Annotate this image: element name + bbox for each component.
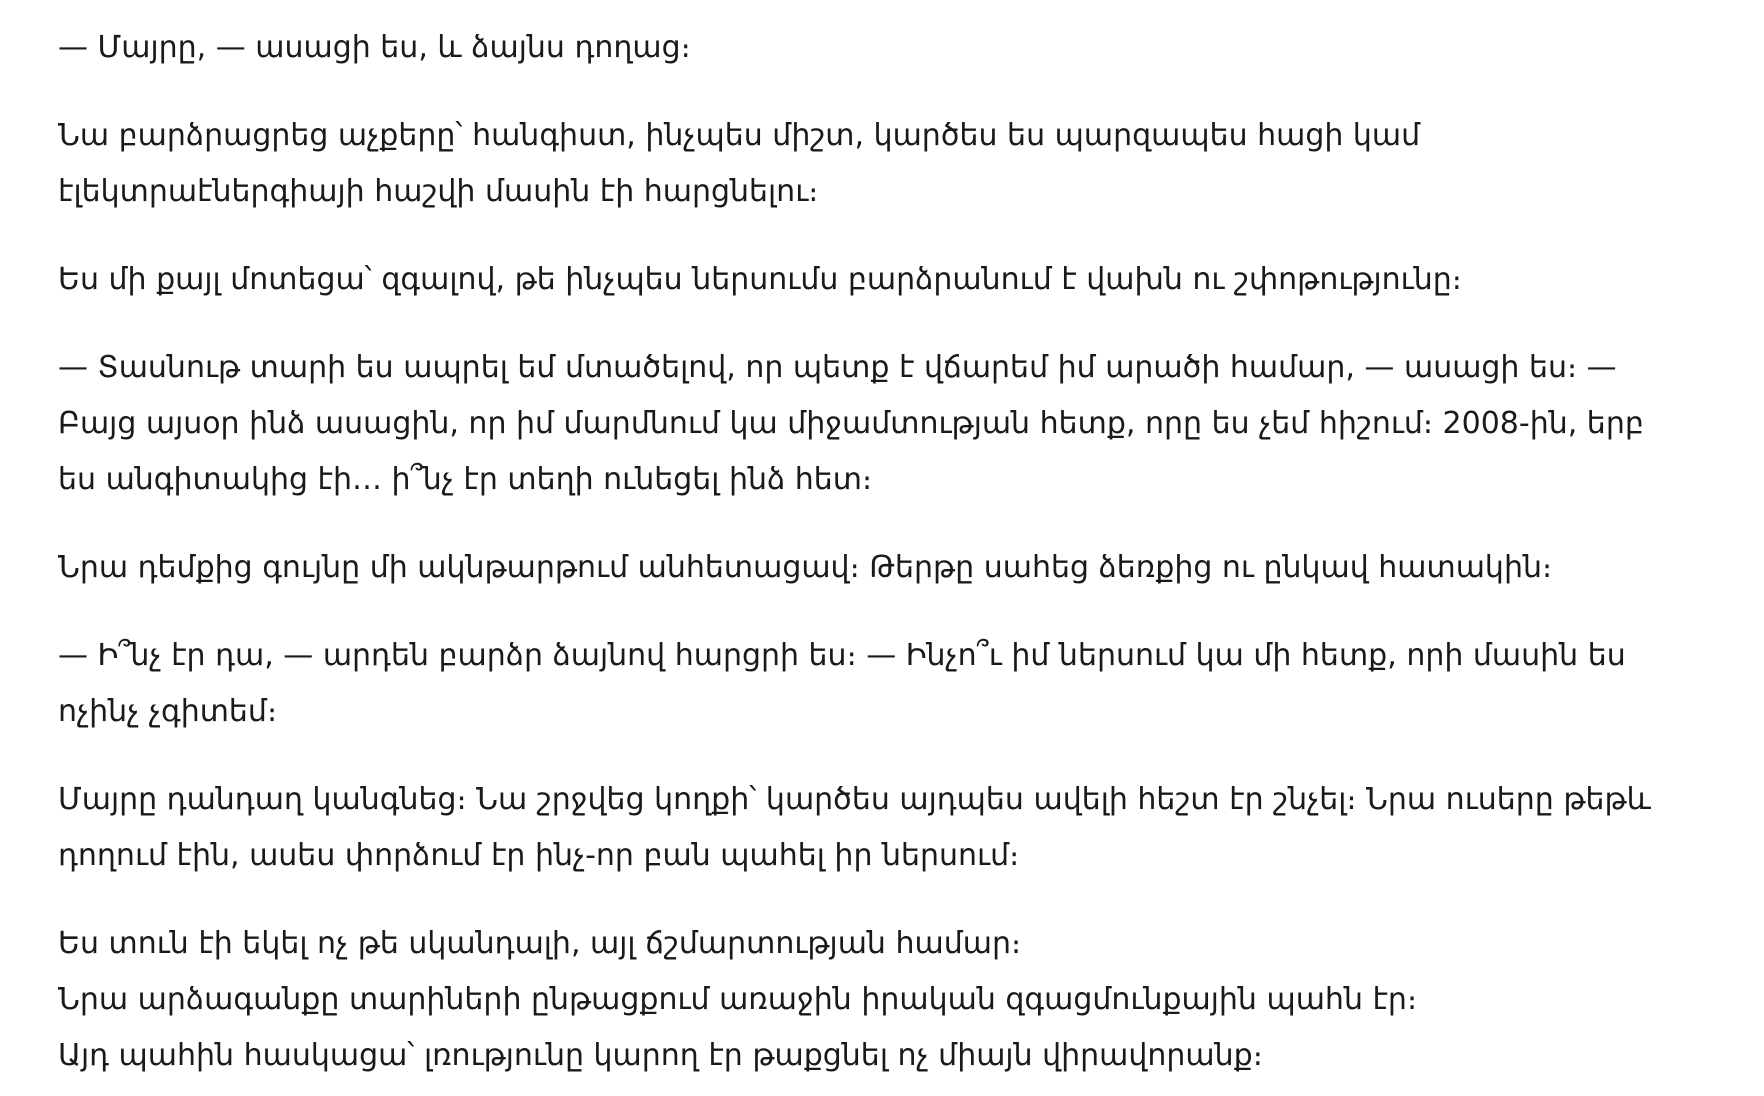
document-body bbox=[58, 20, 1698, 1084]
text-line: ոչինչ չգիտեմ։ bbox=[58, 694, 278, 729]
paragraph-1 bbox=[58, 20, 1698, 76]
text-line: Նրա դեմքից գույնը մի ակնթարթում անհետացավ։ Թերթը սահեց ձեռքից ու ընկավ հատակին։ bbox=[58, 550, 1553, 585]
text-line: Մայրը դանդաղ կանգնեց։ Նա շրջվեց կողքի՝ կարծես այդպես ավելի հեշտ էր շնչել։ Նրա ուսերը թեթև bbox=[58, 782, 1651, 817]
paragraph-7 bbox=[58, 772, 1698, 884]
paragraph-5 bbox=[58, 540, 1698, 596]
text-line: դողում էին, ասես փորձում էր ինչ-որ բան պահել իր ներսում։ bbox=[58, 838, 1020, 873]
text-line: — Մայրը, — ասացի ես, և ձայնս դողաց։ bbox=[58, 30, 691, 65]
text-line: Ես տուն էի եկել ոչ թե սկանդալի, այլ ճշմարտության համար։ bbox=[58, 926, 1022, 961]
text-line: Բայց այսօր ինձ ասացին, որ իմ մարմնում կա միջամտության հետք, որը ես չեմ հիշում։ 2008-ին, երբ bbox=[58, 406, 1644, 441]
paragraph-6 bbox=[58, 628, 1698, 740]
paragraph-4 bbox=[58, 340, 1698, 508]
text-line: Նա բարձրացրեց աչքերը՝ հանգիստ, ինչպես միշտ, կարծես ես պարզապես հացի կամ bbox=[58, 118, 1421, 153]
paragraph-3 bbox=[58, 252, 1698, 308]
text-line: Նրա արձագանքը տարիների ընթացքում առաջին իրական զգացմունքային պահն էր։ bbox=[58, 982, 1418, 1017]
text-line: էլեկտրաէներգիայի հաշվի մասին էի հարցնելու։ bbox=[58, 174, 819, 209]
paragraph-8 bbox=[58, 916, 1698, 1084]
text-line: — Ի՞նչ էր դա, — արդեն բարձր ձայնով հարցրի ես։ — Ինչո՞ւ իմ ներսում կա մի հետք, որի մասին ես bbox=[58, 638, 1626, 673]
text-line: Ես մի քայլ մոտեցա՝ զգալով, թե ինչպես ներսումս բարձրանում է վախն ու շփոթությունը։ bbox=[58, 262, 1462, 297]
text-line: Այդ պահին հասկացա՝ լռությունը կարող էր թաքցնել ոչ միայն վիրավորանք։ bbox=[58, 1038, 1263, 1073]
paragraph-2 bbox=[58, 108, 1698, 220]
text-line: ես անգիտակից էի… ի՞նչ էր տեղի ունեցել ինձ հետ։ bbox=[58, 462, 873, 497]
text-line: — Տասնութ տարի ես ապրել եմ մտածելով, որ պետք է վճարեմ իմ արածի համար, — ասացի ես։ — bbox=[58, 350, 1617, 385]
